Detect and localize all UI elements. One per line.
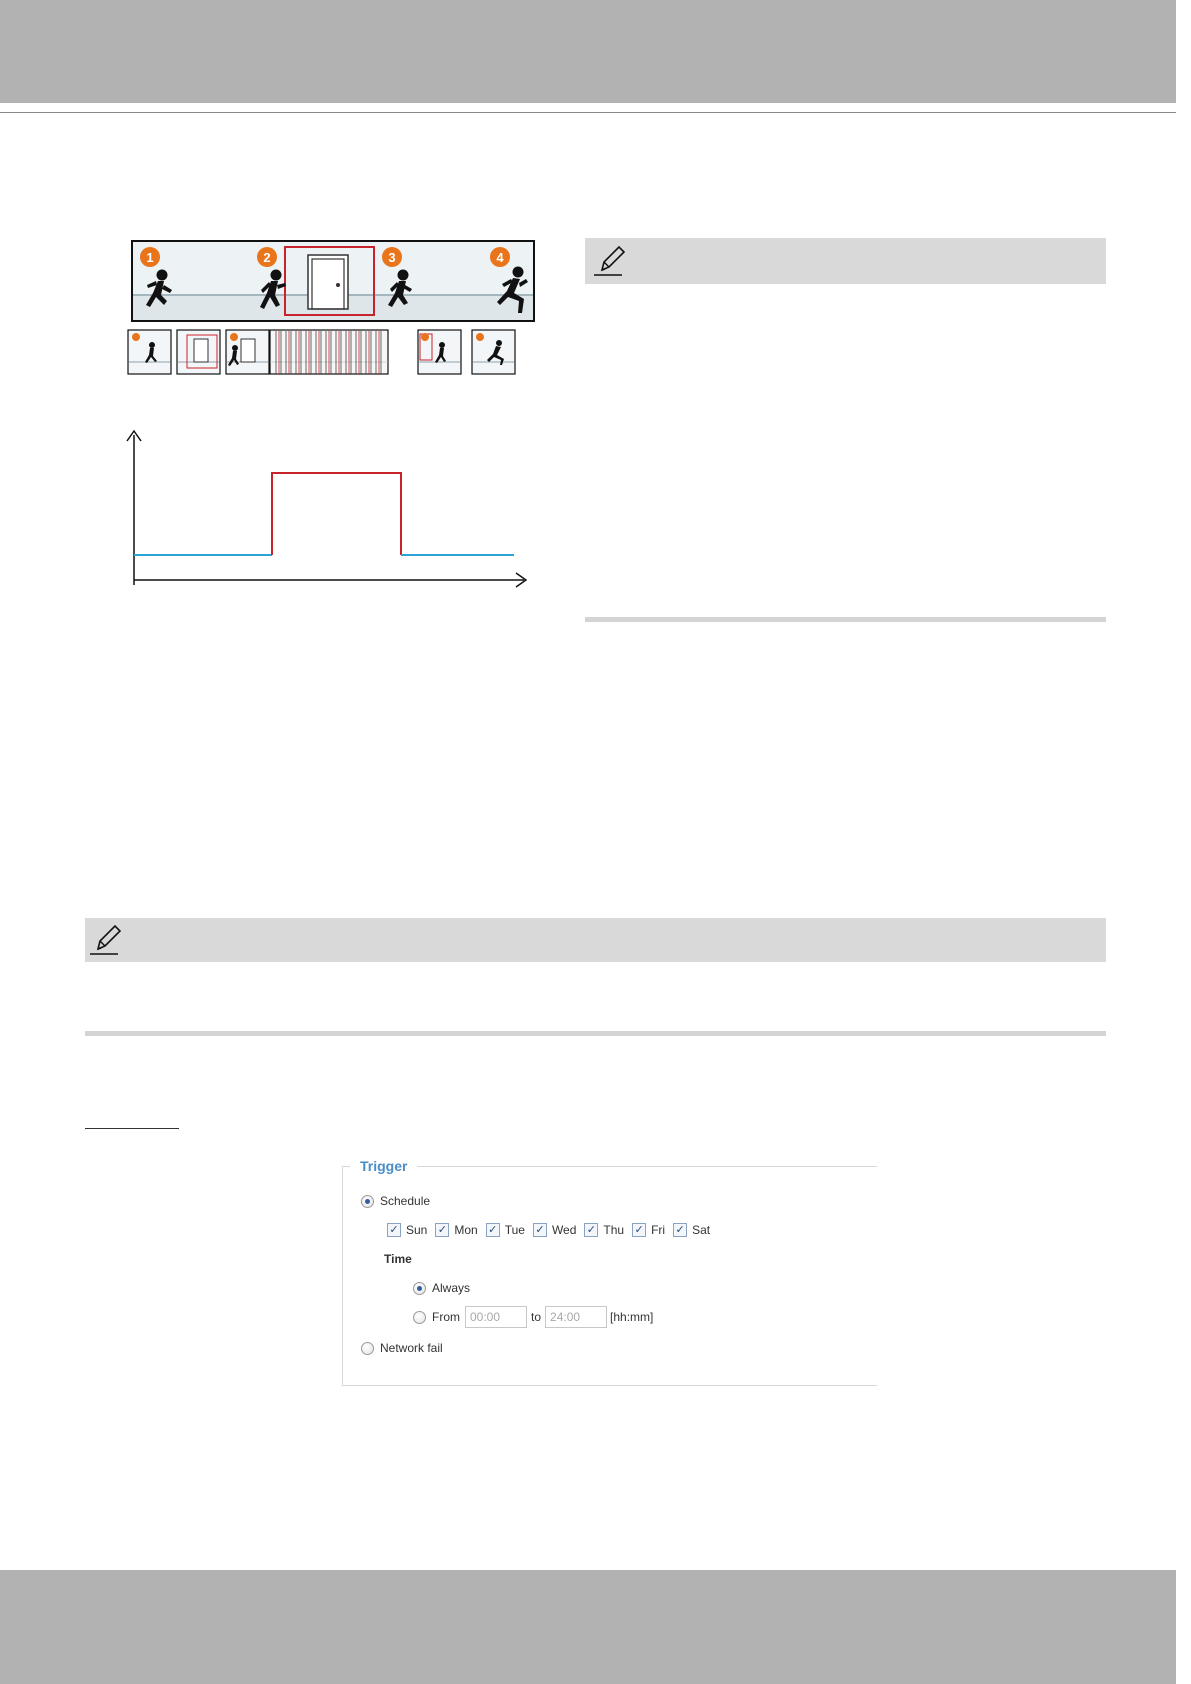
step-marker-3	[382, 247, 402, 267]
checkmark-icon: ✓	[488, 1224, 498, 1236]
day-label-fri: Fri	[651, 1223, 666, 1237]
thumbnail-5	[472, 330, 515, 374]
trigger-legend: Trigger	[360, 1158, 408, 1174]
header-band	[0, 0, 1191, 103]
day-checkbox-tue[interactable]	[486, 1223, 500, 1237]
day-label-thu: Thu	[603, 1223, 625, 1237]
section-underline	[85, 1128, 179, 1129]
checkmark-icon: ✓	[675, 1224, 685, 1236]
thumbnail-3	[226, 330, 269, 374]
step-marker-4-label: 4	[496, 250, 504, 265]
from-radio[interactable]	[413, 1311, 426, 1324]
thumbnail-stack	[270, 330, 388, 374]
day-label-sun: Sun	[406, 1223, 428, 1237]
thumbnail-1	[128, 330, 171, 374]
schedule-label: Schedule	[380, 1194, 431, 1208]
step-marker-1	[140, 247, 160, 267]
day-label-tue: Tue	[504, 1223, 525, 1237]
time-heading: Time	[384, 1252, 412, 1266]
thumbnail-4	[418, 330, 461, 374]
thumbnail-2	[177, 330, 220, 374]
network-fail-radio[interactable]	[361, 1342, 374, 1355]
side-note-rule	[585, 617, 1106, 622]
day-label-wed: Wed	[551, 1223, 577, 1237]
note-rule	[85, 1031, 1106, 1036]
checkmark-icon: ✓	[535, 1224, 545, 1236]
footer-band	[0, 1570, 1191, 1684]
step-marker-4	[490, 247, 510, 267]
from-time-input[interactable]: 00:00	[465, 1306, 527, 1328]
header-rule	[0, 112, 1191, 113]
day-checkbox-mon[interactable]	[435, 1223, 449, 1237]
day-checkbox-sun[interactable]	[387, 1223, 401, 1237]
side-note-header	[585, 238, 1106, 284]
signal-graph	[127, 431, 526, 587]
checkmark-icon: ✓	[437, 1224, 447, 1236]
always-label: Always	[432, 1281, 471, 1295]
day-checkbox-sat[interactable]	[673, 1223, 687, 1237]
step-marker-2-label: 2	[263, 250, 271, 265]
always-option[interactable]	[413, 1281, 470, 1295]
always-radio[interactable]	[413, 1282, 426, 1295]
from-option	[413, 1306, 653, 1328]
schedule-option[interactable]	[361, 1194, 430, 1208]
day-label-sat: Sat	[692, 1223, 711, 1237]
to-time-input[interactable]: 24:00	[545, 1306, 607, 1328]
checkmark-icon: ✓	[389, 1224, 399, 1236]
step-marker-1-label: 1	[146, 250, 154, 265]
day-label-mon: Mon	[454, 1223, 478, 1237]
network-fail-label: Network fail	[380, 1341, 443, 1355]
weekday-checkboxes	[387, 1223, 718, 1237]
to-label: to	[531, 1310, 542, 1324]
door-icon	[308, 255, 348, 309]
day-checkbox-fri[interactable]	[632, 1223, 646, 1237]
day-checkbox-thu[interactable]	[584, 1223, 598, 1237]
signal-high	[272, 473, 401, 555]
step-marker-2	[257, 247, 277, 267]
checkmark-icon: ✓	[634, 1224, 644, 1236]
step-marker-3-label: 3	[388, 250, 396, 265]
day-checkbox-wed[interactable]	[533, 1223, 547, 1237]
motion-illustration	[120, 235, 540, 595]
note-header	[85, 918, 1106, 962]
schedule-radio[interactable]	[361, 1195, 374, 1208]
network-fail-option[interactable]	[361, 1341, 443, 1355]
from-label: From	[432, 1310, 460, 1324]
trigger-panel	[342, 1158, 877, 1386]
pencil-icon	[88, 921, 124, 957]
pencil-icon	[592, 242, 628, 278]
checkmark-icon: ✓	[586, 1224, 597, 1236]
thumbnail-strip	[128, 330, 515, 374]
time-format-hint: [hh:mm]	[610, 1310, 654, 1324]
page-right-margin	[1176, 0, 1191, 1684]
